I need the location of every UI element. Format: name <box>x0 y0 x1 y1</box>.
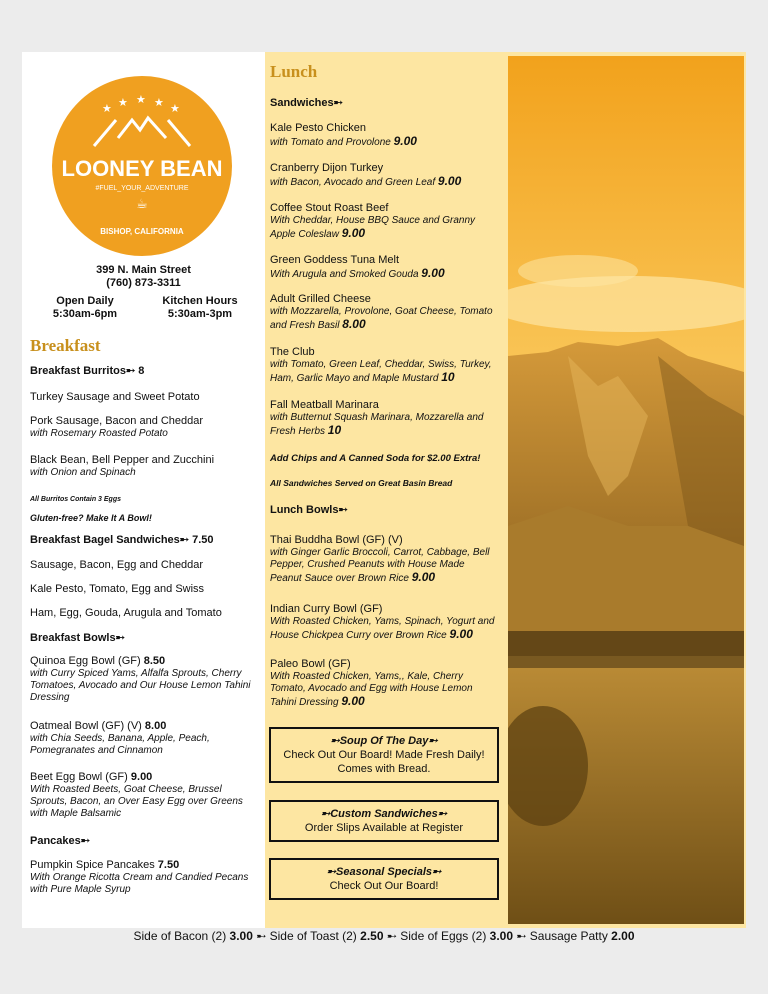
menu-item: Turkey Sausage and Sweet Potato <box>30 391 200 403</box>
svg-text:★: ★ <box>170 102 180 115</box>
menu-item: Pumpkin Spice Pancakes 7.50 With Orange Ricotta Cream and Candied Pecans with Pure Maple Syrup <box>30 859 249 895</box>
burritos-heading: Breakfast Burritos➸ 8 <box>30 365 145 377</box>
mountain-photo <box>505 52 746 928</box>
cup-icon: ☕ <box>136 197 148 212</box>
menu-item: Coffee Stout Roast Beef With Cheddar, House BBQ Sauce and Granny Apple Coleslaw 9.00 <box>270 202 476 240</box>
logo-tagline: #FUEL_YOUR_ADVENTURE <box>95 185 189 192</box>
lunch-heading: Lunch <box>270 62 318 81</box>
menu-item: Kale Pesto, Tomato, Egg and Swiss <box>30 583 205 595</box>
address-block <box>22 264 265 290</box>
arrow-bullet-icon: ➸ <box>115 632 125 644</box>
phone-number: (760) 873-3311 <box>106 277 181 289</box>
menu-item: Beet Egg Bowl (GF) 9.00 With Roasted Beets, Goat Cheese, Brussel Sprouts, Bacon, an Over Easy Egg over Greens with Maple Balsamic <box>30 771 243 819</box>
menu-item: Cranberry Dijon Turkey with Bacon, Avocado and Green Leaf 9.00 <box>270 162 462 188</box>
menu-item: Black Bean, Bell Pepper and Zucchini with Onion and Spinach <box>30 454 215 478</box>
logo-location: BISHOP, CALIFORNIA <box>100 227 184 236</box>
open-label: Open Daily <box>56 295 114 307</box>
mountain-landscape-image <box>508 56 744 924</box>
kitchen-time: 5:30am-3pm <box>167 308 233 320</box>
menu-item: Green Goddess Tuna Melt With Arugula and Smoked Gouda 9.00 <box>270 254 445 280</box>
menu-item: Quinoa Egg Bowl (GF) 8.50 with Curry Spiced Yams, Alfalfa Sprouts, Cherry Tomatoes, Avocado and Our House Lemon Tahini Dressing <box>30 655 251 703</box>
left-column <box>22 52 265 928</box>
arrow-bullet-icon: ➸ <box>516 929 527 943</box>
looney-bean-logo <box>52 76 232 256</box>
arrow-bullet-icon: ➸ <box>179 534 193 546</box>
arrow-bullet-icon: ➸ <box>256 929 267 943</box>
svg-text:★: ★ <box>118 96 128 109</box>
menu-item: Sausage, Bacon, Egg and Cheddar <box>30 559 204 571</box>
menu-item: Thai Buddha Bowl (GF) (V) with Ginger Garlic Broccoli, Carrot, Cabbage, Bell Pepper, Crushed Peanuts with House Made Peanut Sauce over Brown Rice 9.00 <box>270 534 490 584</box>
pancakes-heading: Pancakes➸ <box>30 835 90 847</box>
bagels-heading: Breakfast Bagel Sandwiches➸ 7.50 <box>30 534 214 546</box>
menu-item: Paleo Bowl (GF) With Roasted Chicken, Yams,, Kale, Cherry Tomato, Avocado and Egg with House Lemon Tahini Dressing 9.00 <box>270 658 473 708</box>
arrow-bullet-icon: ➸ <box>428 735 438 747</box>
kitchen-hours <box>160 295 240 321</box>
arrow-bullet-icon: ➸ <box>437 808 447 820</box>
sides-footer: Side of Bacon (2) 3.00 ➸ Side of Toast (2) 2.50 ➸ Side of Eggs (2) 3.00 ➸ Sausage Patty 2.00 <box>133 929 635 943</box>
menu-item: Indian Curry Bowl (GF) With Roasted Chicken, Yams, Spinach, Yogurt and House Chickpea Curry over Brown Rice 9.00 <box>270 603 495 641</box>
arrow-bullet-icon: ➸ <box>80 835 90 847</box>
kitchen-label: Kitchen Hours <box>162 295 238 307</box>
seasonal-specials-box: ➸Seasonal Specials➸ Check Out Our Board! <box>269 858 499 900</box>
menu-item: The Club with Tomato, Green Leaf, Cheddar, Swiss, Turkey, Ham, Garlic Mayo and Maple Mustard 10 <box>270 346 492 384</box>
arrow-bullet-icon: ➸ <box>326 866 336 878</box>
burritos-note: All Burritos Contain 3 Eggs <box>30 496 122 503</box>
svg-text:★: ★ <box>136 93 146 106</box>
menu-item: Oatmeal Bowl (GF) (V) 8.00 with Chia Seeds, Banana, Apple, Peach, Pomegranates and Cinnamon <box>30 720 210 756</box>
arrow-bullet-icon: ➸ <box>432 866 442 878</box>
arrow-bullet-icon: ➸ <box>125 365 139 377</box>
menu-item: Adult Grilled Cheese with Mozzarella, Provolone, Goat Cheese, Tomato and Fresh Basil 8.00 <box>270 293 493 331</box>
chips-note: Add Chips and A Canned Soda for $2.00 Extra! <box>270 453 481 464</box>
arrow-bullet-icon: ➸ <box>386 929 397 943</box>
lunch-column <box>265 52 505 928</box>
logo-brand-name: LOONEY BEAN <box>61 156 223 181</box>
menu-item: Pork Sausage, Bacon and Cheddar with Rosemary Roasted Potato <box>30 415 204 439</box>
svg-text:★: ★ <box>154 96 164 109</box>
arrow-bullet-icon: ➸ <box>330 735 340 747</box>
breakfast-bowls-heading: Breakfast Bowls➸ <box>30 632 125 644</box>
arrow-bullet-icon: ➸ <box>320 808 331 820</box>
menu-item: Ham, Egg, Gouda, Arugula and Tomato <box>30 607 222 619</box>
street-address: 399 N. Main Street <box>96 264 191 276</box>
svg-text:★: ★ <box>102 102 112 115</box>
bread-note: All Sandwiches Served on Great Basin Bread <box>270 478 453 488</box>
sandwiches-heading: Sandwiches➸ <box>270 97 343 109</box>
custom-sandwiches-box: ➸Custom Sandwiches➸ Order Slips Available at Register <box>269 800 499 842</box>
menu-item: Kale Pesto Chicken with Tomato and Provolone 9.00 <box>270 122 417 148</box>
lunch-bowls-heading: Lunch Bowls➸ <box>270 504 348 516</box>
open-time: 5:30am-6pm <box>52 308 118 320</box>
soup-of-the-day-box: ➸Soup Of The Day➸ Check Out Our Board! Made Fresh Daily! Comes with Bread. <box>269 727 499 783</box>
arrow-bullet-icon: ➸ <box>333 97 343 109</box>
breakfast-heading: Breakfast <box>30 336 101 355</box>
menu-item: Fall Meatball Marinara with Butternut Squash Marinara, Mozzarella and Fresh Herbs 10 <box>270 399 484 437</box>
arrow-bullet-icon: ➸ <box>338 504 348 516</box>
gluten-free-note: Gluten-free? Make It A Bowl! <box>30 513 152 523</box>
open-hours <box>50 295 120 321</box>
